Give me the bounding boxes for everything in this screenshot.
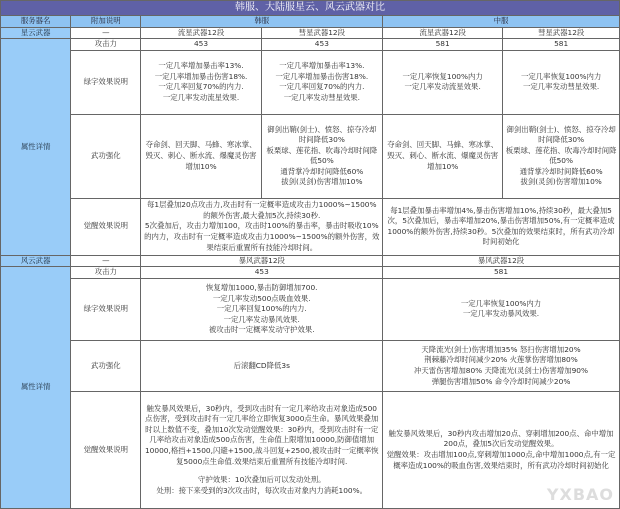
xingyun-weapon-row — [1, 27, 620, 39]
line: 5次叠加后，攻击力增加100，攻击时100%的暴击率，暴击时吸收10%的内力，攻击时有一定概率造成攻击力1000%~1500%的额外伤害，效果结束后重置所有技能冷却时间。 — [144, 221, 380, 252]
line: 一定几率发动流星效果. — [404, 82, 481, 92]
dash: — — [71, 27, 141, 39]
dash: — — [71, 255, 141, 267]
fengyun-awaken-row — [1, 391, 620, 508]
line: 恢复增加1000,暴击防御增加700. — [205, 282, 318, 292]
green-cell — [383, 278, 620, 340]
line: 一定几率回复70%的内力. — [279, 82, 365, 92]
line: 一定几率恢复100%内力 — [460, 298, 542, 308]
attack-value: 581 — [383, 39, 503, 51]
line: 冲天雷伤害增加80% 天降流光(灵剑士)伤害增加90% — [414, 365, 589, 375]
green-label: 绿字效果说明 — [71, 50, 141, 114]
line: 一定几率发动500点吸血效果. — [212, 293, 311, 303]
line: 拔剑(灵剑)伤害增加10% — [281, 177, 363, 187]
line: 御剑出鞘(剑士)、愤怒、掠夺冷却时间降低30% — [267, 124, 377, 145]
line: 一定几率发动流星效果. — [162, 92, 240, 102]
line: 一定几率增加暴击伤害18%. — [275, 71, 369, 81]
skill-cell — [383, 114, 503, 198]
green-label: 绿字效果说明 — [71, 278, 141, 340]
line: 板栗球、莲花指、吹毒冷却时间降低50% — [266, 145, 378, 166]
line: 御剑出鞘(剑士)、愤怒、掠夺冷却时间降低30% — [506, 124, 616, 145]
weapon-name: 暴风武器12段 — [141, 255, 383, 267]
line: 一定几率恢复100%内力 — [402, 71, 483, 81]
green-cell — [141, 278, 383, 340]
skill-cell — [141, 114, 261, 198]
line: 一定几率恢复100%内力 — [521, 71, 602, 81]
line: 荆棘藤冷却时间减少20% 火莲掌伤害增加80% — [424, 355, 578, 365]
table-title: 韩服、大陆服星云、风云武器对比 — [1, 1, 620, 16]
header-kr: 韩服 — [141, 16, 383, 28]
line: 触发暴风效果后，30秒内，受到攻击时有一定几率给攻击对象造成500点伤害，受到攻击时有一定几率给立即恢复3000点生命。暴风效果叠加时以上数值不变，叠加10次发动觉醒效果：30秒内，受到攻击时有一定几率给攻击对象造成500点伤害，生命值上限增加10000,防御值增加10000,格挡+1500,闪避+1500,战斗回复+2500,被攻击时一定概率恢复5000点生命值.效果结束后重置所有技能冷却时间. — [144, 403, 379, 466]
line: 一定几率增加暴击率13%. — [158, 61, 244, 71]
skill-label: 武功强化 — [71, 114, 141, 198]
line: 守护效果：10次叠加后可以发动处刑。 — [197, 475, 326, 485]
header-cn: 中服 — [383, 16, 620, 28]
line: 每1层叠加20点攻击力,攻击时有一定概率造成攻击力1000%~1500%的额外伤害,最大叠加5次,持续30秒. — [146, 200, 377, 220]
attack-value: 453 — [261, 39, 382, 51]
attack-value: 453 — [141, 39, 261, 51]
line: 一定几率发动暴风效果. — [462, 309, 540, 319]
line: 一定几率回复70%的内力. — [158, 82, 244, 92]
fengyun-label: 风云武器 — [1, 255, 71, 267]
awaken-label: 觉醒效果说明 — [71, 391, 141, 508]
line: 一定几率增加暴击伤害18%. — [154, 71, 248, 81]
awaken-cell-kr — [141, 391, 383, 508]
line: 板栗球、莲花指、吹毒冷却时间降低50% — [505, 145, 617, 166]
line: 天降流光(剑士)伤害增加35% 怒扫伤害增加20% — [421, 344, 581, 354]
line: 通背掌冷却时间降低60% — [280, 166, 364, 176]
line: 一定几率发动彗星效果. — [283, 92, 360, 102]
section-label: 属性详情 — [1, 39, 71, 256]
weapon-name: 流星武器12段 — [141, 27, 261, 39]
xingyun-awaken-row — [1, 198, 620, 255]
green-cell — [261, 50, 382, 114]
green-cell — [503, 50, 620, 114]
line: 触发暴风效果后，30秒内攻击增加20点、穿刺增加200点、命中增加200点，叠加5次后发动觉醒效果。 — [388, 428, 614, 449]
fengyun-weapon-row — [1, 255, 620, 267]
watermark-logo: YXBAO — [546, 485, 614, 504]
line: 一定几率发动彗星效果. — [523, 82, 600, 92]
awaken-cell-cn — [383, 198, 620, 255]
awaken-label: 觉醒效果说明 — [71, 198, 141, 255]
line: 一定几率发动暴风效果. — [223, 314, 300, 324]
awaken-cell-kr — [141, 198, 383, 255]
attack-value: 581 — [503, 39, 620, 51]
line: 处刑：接下来受到的3次攻击时，每次攻击对象内力消耗100%。 — [156, 485, 368, 495]
line: 拔剑(灵剑)伤害增加10% — [520, 177, 602, 187]
skill-cell — [141, 340, 383, 391]
line: 觉醒效果：攻击增加100点,穿刺增加1000点,命中增加1000点,有一定概率造成100%的吸血伤害,效果结束时，所有武功冷却时间初始化 — [386, 449, 616, 470]
skill-cell — [383, 340, 620, 391]
attack-value: 453 — [141, 267, 383, 279]
skill-cell — [261, 114, 382, 198]
header-note: 附加说明 — [71, 16, 141, 28]
xingyun-label: 星云武器 — [1, 27, 71, 39]
weapon-name: 彗星武器12段 — [261, 27, 382, 39]
line: 被攻击时一定概率发动守护效果. — [208, 325, 315, 335]
line: 弹腿伤害增加50% 命令冷却时间减少20% — [431, 376, 571, 386]
line: 通背掌冷却时间降低60% — [519, 166, 603, 176]
attack-value: 581 — [383, 267, 620, 279]
line: 夺命剑、回天脚、马蜂、寒冰掌、毁灭、刺心、断水流、爆魔灵伤害增加10% — [387, 140, 499, 171]
green-cell — [383, 50, 503, 114]
fengyun-skill-row — [1, 340, 620, 391]
weapon-name: 彗星武器12段 — [503, 27, 620, 39]
weapon-name: 暴风武器12段 — [383, 255, 620, 267]
xingyun-skill-row — [1, 114, 620, 198]
skill-cell — [503, 114, 620, 198]
section-label: 属性详情 — [1, 267, 71, 509]
attack-label: 攻击力 — [71, 267, 141, 279]
fengyun-attack-row — [1, 267, 620, 279]
line: 一定几率回复100%的内力. — [216, 304, 307, 314]
skill-label: 武功强化 — [71, 340, 141, 391]
line: 后滚翻CD降低3s — [233, 360, 290, 370]
header-server: 服务器名 — [1, 16, 71, 28]
xingyun-green-row — [1, 50, 620, 114]
line: 一定几率增加暴击率13%. — [279, 61, 365, 71]
fengyun-green-row — [1, 278, 620, 340]
line: 每1层叠加暴击率增加4%,暴击伤害增加10%,持续30秒，最大叠加5次，5次叠加后，暴击率增加20%,暴击伤害增加50%,有一定概率造成1000%的额外伤害,持续30秒。5次叠加的效果结束时，所有武功冷却时间初始化 — [387, 205, 615, 247]
xingyun-attack-row — [1, 39, 620, 51]
green-cell — [141, 50, 261, 114]
line: 夺命剑、回天脚、马蜂、寒冰掌、毁灭、刺心、断水流、爆魔灵伤害增加10% — [145, 140, 257, 171]
attack-label: 攻击力 — [71, 39, 141, 51]
weapon-name: 流星武器12段 — [383, 27, 503, 39]
header-row — [1, 16, 620, 28]
